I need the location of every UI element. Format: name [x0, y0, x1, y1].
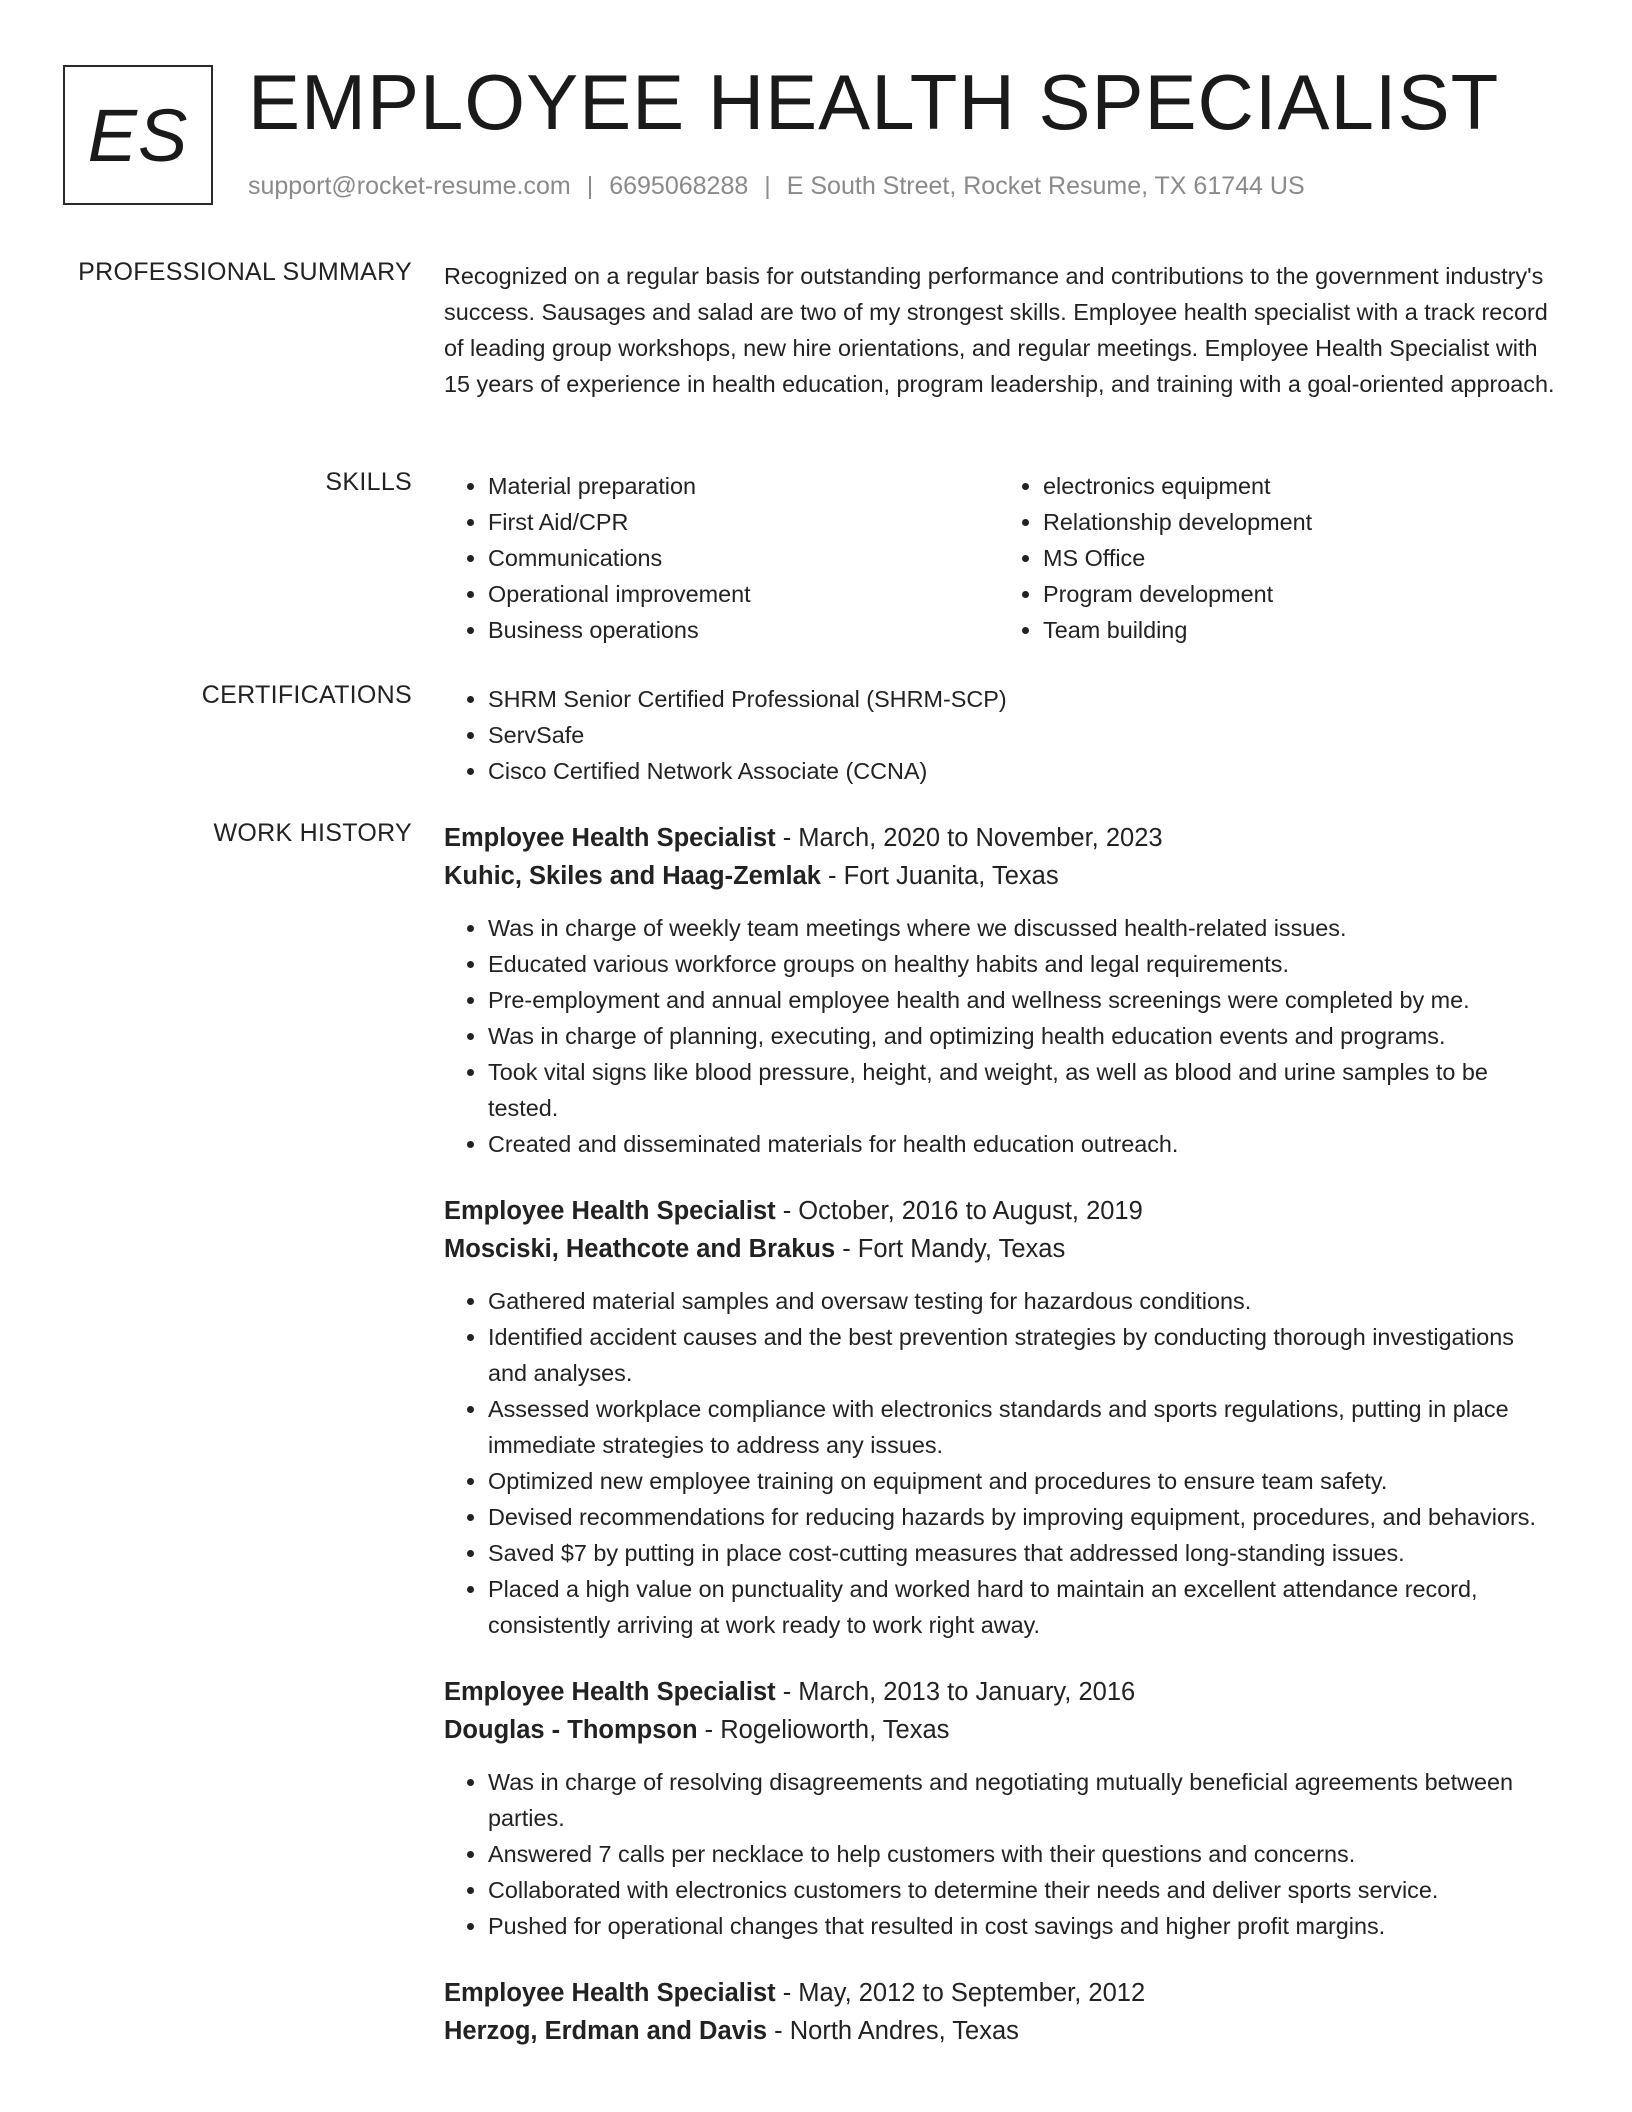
job-bullet: • Was in charge of weekly team meetings where we discussed health-related issues. — [488, 910, 1554, 946]
job-dates: - October, 2016 to August, 2019 — [775, 1197, 1143, 1225]
monogram-initials: ES — [87, 93, 189, 177]
job-entry — [444, 1974, 1554, 2050]
job-company-line — [444, 857, 1554, 895]
job-bullet: • Pushed for operational changes that resulted in cost savings and higher profit margins. — [488, 1908, 1554, 1944]
certifications-list — [444, 681, 1554, 789]
job-company: Douglas - Thompson — [444, 1716, 698, 1744]
skill-item: • Communications — [488, 540, 999, 576]
job-bullet: • Created and disseminated materials for health education outreach. — [488, 1126, 1554, 1162]
skills-body — [444, 468, 1554, 648]
job-location: - Fort Juanita, Texas — [820, 862, 1059, 890]
skill-item: • Material preparation — [488, 468, 999, 504]
certifications-body — [444, 681, 1554, 789]
job-dates: - March, 2013 to January, 2016 — [775, 1678, 1136, 1706]
job-bullet: • Collaborated with electronics customers to determine their needs and deliver sports service. — [488, 1872, 1554, 1908]
job-role: Employee Health Specialist — [444, 1979, 776, 2007]
job-bullet: • Was in charge of planning, executing, and optimizing health education events and programs. — [488, 1018, 1554, 1054]
candidate-title: EMPLOYEE HEALTH SPECIALIST — [248, 58, 1500, 146]
job-role: Employee Health Specialist — [444, 1197, 776, 1225]
skill-item: • First Aid/CPR — [488, 504, 999, 540]
job-bullet: • Placed a high value on punctuality and worked hard to maintain an excellent attendance record, consistently arriving at work ready to work right away. — [488, 1571, 1554, 1643]
skill-item: • Relationship development — [1043, 504, 1554, 540]
job-bullets — [444, 1764, 1554, 1944]
job-bullet: • Saved $7 by putting in place cost-cutting measures that addressed long-standing issues. — [488, 1535, 1554, 1571]
summary-text: Recognized on a regular basis for outstanding performance and contributions to the government industry's success. Sausages and salad are two of my strongest skills. Employee health specialist with a track record of leading group workshops, new hire orientations, and regular meetings. Employee Health Specialist with 15 years of experience in health education, program leadership, and training with a goal-oriented approach. — [444, 263, 1555, 397]
monogram-box — [63, 65, 213, 205]
skill-item: • Program development — [1043, 576, 1554, 612]
certification-item: • SHRM Senior Certified Professional (SHRM-SCP) — [488, 681, 1554, 717]
job-bullet: • Pre-employment and annual employee health and wellness screenings were completed by me. — [488, 982, 1554, 1018]
job-company-line — [444, 1711, 1554, 1749]
job-role: Employee Health Specialist — [444, 1678, 776, 1706]
job-company: Kuhic, Skiles and Haag-Zemlak — [444, 862, 821, 890]
job-bullet: • Was in charge of resolving disagreements and negotiating mutually beneficial agreements between parties. — [488, 1764, 1554, 1836]
job-role-line — [444, 819, 1554, 857]
contact-line — [248, 172, 1305, 201]
section-title: WORK HISTORY — [213, 819, 412, 847]
job-company-line — [444, 1230, 1554, 1268]
skill-item: • Team building — [1043, 612, 1554, 648]
job-company: Herzog, Erdman and Davis — [444, 2017, 768, 2045]
work-history-body — [444, 819, 1554, 2080]
job-entry — [444, 1192, 1554, 1643]
section-title: SKILLS — [325, 468, 412, 496]
certification-item: • ServSafe — [488, 717, 1554, 753]
job-role: Employee Health Specialist — [444, 824, 776, 852]
job-role-line — [444, 1673, 1554, 1711]
contact-address: E South Street, Rocket Resume, TX 61744 US — [786, 172, 1305, 200]
job-bullet: • Gathered material samples and oversaw testing for hazardous conditions. — [488, 1283, 1554, 1319]
skill-item: • Business operations — [488, 612, 999, 648]
job-location: - Rogelioworth, Texas — [697, 1716, 950, 1744]
skill-item: • electronics equipment — [1043, 468, 1554, 504]
job-bullets — [444, 910, 1554, 1162]
job-bullet: • Answered 7 calls per necklace to help customers with their questions and concerns. — [488, 1836, 1554, 1872]
contact-email: support@rocket-resume.com — [248, 172, 571, 200]
skill-item: • MS Office — [1043, 540, 1554, 576]
job-role-line — [444, 1192, 1554, 1230]
job-bullet: • Devised recommendations for reducing hazards by improving equipment, procedures, and behaviors. — [488, 1499, 1554, 1535]
contact-separator: | — [764, 172, 771, 200]
contact-phone: 6695068288 — [609, 172, 749, 200]
contact-separator: | — [586, 172, 594, 200]
job-location: - North Andres, Texas — [767, 2017, 1019, 2045]
job-bullet: • Optimized new employee training on equipment and procedures to ensure team safety. — [488, 1463, 1554, 1499]
job-company-line — [444, 2012, 1554, 2050]
job-role-line — [444, 1974, 1554, 2012]
job-bullet: • Identified accident causes and the best prevention strategies by conducting thorough investigations and analyses. — [488, 1319, 1554, 1391]
certification-item: • Cisco Certified Network Associate (CCNA) — [488, 753, 1554, 789]
skills-list-right — [999, 468, 1554, 648]
job-company: Mosciski, Heathcote and Brakus — [444, 1235, 836, 1263]
job-bullet: • Educated various workforce groups on healthy habits and legal requirements. — [488, 946, 1554, 982]
job-dates: - March, 2020 to November, 2023 — [775, 824, 1163, 852]
job-entry — [444, 819, 1554, 1162]
job-entry — [444, 1673, 1554, 1944]
job-location: - Fort Mandy, Texas — [835, 1235, 1066, 1263]
skill-item: • Operational improvement — [488, 576, 999, 612]
job-dates: - May, 2012 to September, 2012 — [775, 1979, 1146, 2007]
section-title: PROFESSIONAL SUMMARY — [78, 258, 412, 286]
job-bullet: • Took vital signs like blood pressure, height, and weight, as well as blood and urine samples to be tested. — [488, 1054, 1554, 1126]
skills-list-left — [444, 468, 999, 648]
summary-body — [444, 258, 1559, 402]
job-bullet: • Assessed workplace compliance with electronics standards and sports regulations, putting in place immediate strategies to address any issues. — [488, 1391, 1554, 1463]
section-title: CERTIFICATIONS — [201, 681, 412, 709]
job-bullets — [444, 1283, 1554, 1643]
